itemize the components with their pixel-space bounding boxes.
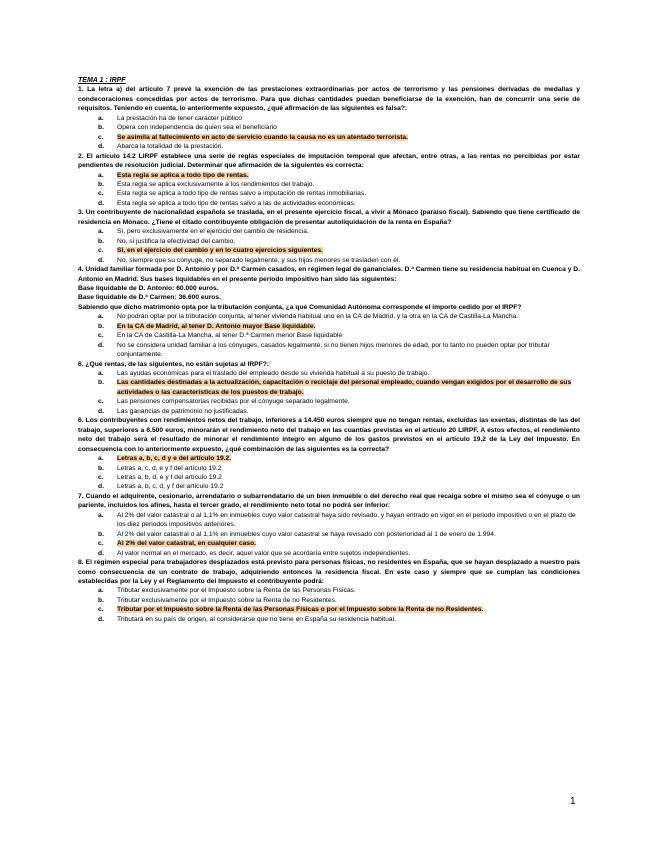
answer-option bbox=[78, 180, 580, 189]
option-text: No, si justifica la efectividad del cambio. bbox=[117, 237, 236, 245]
option-text-container bbox=[117, 549, 580, 558]
highlighted-answer-option bbox=[78, 322, 580, 331]
option-text-container bbox=[117, 123, 580, 132]
option-text: Tributará en su país de origen, al considerarse que no tiene en España su residencia habitual. bbox=[117, 615, 396, 623]
option-text: Se asimila al fallecimiento en acto de servicio cuando la causa no es un atentado terrorista. bbox=[117, 133, 409, 141]
answer-option bbox=[78, 199, 580, 208]
option-text: Las ayudas económicas para el traslado del empleado desde su vivienda habitual a su puesto de trabajo. bbox=[117, 370, 430, 378]
option-text: Al valor normal en el mercado, es decir, aquel valor que se acordaría entre sujetos independientes. bbox=[117, 549, 411, 557]
answer-option bbox=[78, 123, 580, 132]
answer-option bbox=[78, 114, 580, 123]
answer-option bbox=[78, 511, 580, 530]
option-text: Letras a, b, c, d y e del artículo 19.2. bbox=[117, 455, 232, 463]
option-letter: c. bbox=[98, 398, 104, 406]
option-letter: b. bbox=[98, 124, 104, 132]
option-letter: b. bbox=[98, 379, 104, 387]
option-letter: a. bbox=[98, 455, 104, 463]
answer-option bbox=[78, 473, 580, 482]
answer-option bbox=[78, 464, 580, 473]
question-text: 4. Unidad familiar formada por D. Antonio y por D.ª Carmen casados, en régimen legal de gananciales. D.ª Carmen tiene su residencia habitual en Cuenca y D. Antonio en Madrid. Sus bases liquidables en el presente periodo impositivo han sido las siguientes: bbox=[78, 266, 580, 283]
question-text: 1. La letra a) del artículo 7 prevé la exención de las prestaciones extraordinarias por actos de terrorismo y las pensiones derivadas de medallas y condecoraciones concedidas por actos de terrorismo. Para que dichas cantidades puedan beneficiarse de la exención, han de concurrir una serie de requisitos. Teniendo en cuenta, lo anteriormente expuesto, ¿qué afirmación de las siguientes es falsa?: bbox=[78, 86, 580, 113]
option-letter: c. bbox=[98, 540, 104, 548]
option-letter: a. bbox=[98, 587, 104, 595]
highlighted-answer-option bbox=[78, 246, 580, 255]
option-text-container bbox=[117, 378, 580, 397]
highlighted-answer-option bbox=[78, 454, 580, 463]
option-text-container bbox=[117, 482, 580, 491]
option-letter: a. bbox=[98, 313, 104, 321]
answer-option bbox=[78, 142, 580, 151]
option-letter: a. bbox=[98, 171, 104, 179]
question-text: 3. Un contribuyente de nacionalidad española se traslada, en el presente ejercicio fiscal, a vivir a Mónaco (paraíso fiscal). Sabiendo que tiene certificado de residencia en Mónaco. ¿Tiene el citado contribuyente obligación de presentar autoliquidación de la renta en España? bbox=[78, 209, 580, 226]
answer-option bbox=[78, 341, 580, 360]
question-text: 8. El régimen especial para trabajadores desplazados está previsto para personas físicas, no residentes en España, que se hayan desplazado a nuestro país como consecuencia de un contrato de trabajo, adquiriendo entonces la residencia fiscal. En este caso y siempre que se cumplan las condiciones establecidas por la Ley y el Reglamento del Impuesto el contribuyente podrá: bbox=[78, 559, 580, 585]
option-text-container bbox=[117, 341, 580, 360]
option-text: No se considera unidad familiar a los cónyuges, casados legalmente, si no tienen hijos menores de edad, por lo tanto no pueden optar por tributar conjuntamente. bbox=[117, 341, 550, 359]
option-text: Abarca la totalidad de la prestación. bbox=[117, 143, 224, 151]
answer-option bbox=[78, 407, 580, 416]
option-text: Sí, pero exclusivamente en el ejercicio del cambio de residencia. bbox=[117, 228, 309, 236]
option-letter: b. bbox=[98, 322, 104, 330]
option-text-container bbox=[117, 586, 580, 595]
option-text: Letras a, b, c, d, y f del artículo 19.2 bbox=[117, 483, 224, 491]
option-text-container bbox=[117, 171, 580, 180]
option-letter: a. bbox=[98, 370, 104, 378]
answer-option bbox=[78, 596, 580, 605]
option-text: Letras a, c, d, e y f del artículo 19.2 bbox=[117, 464, 222, 472]
option-letter: c. bbox=[98, 190, 104, 198]
option-text-container bbox=[117, 246, 580, 255]
option-text-container bbox=[117, 539, 580, 548]
option-text: Las ganancias de patrimonio no justificadas. bbox=[117, 407, 249, 415]
answer-option bbox=[78, 189, 580, 198]
option-text-container bbox=[117, 312, 580, 321]
answer-option bbox=[78, 331, 580, 340]
question-text: 2. El artículo 14.2 LIRPF establece una serie de reglas especiales de imputación temporal que afectan, entre otras, a las rentas no percibidas por estar pendientes de resolución judicial. Determinar qué afirmación de la siguientes es correcta: bbox=[78, 152, 580, 170]
option-text-container bbox=[117, 605, 580, 614]
option-text: En la CA de Castilla-La Mancha, al tener D.ª Carmen menor Base liquidable bbox=[117, 332, 343, 340]
answer-option bbox=[78, 586, 580, 595]
data-line: Base liquidable de D.ª Carmen: 36.600 euros. bbox=[78, 294, 221, 302]
option-text: Esta regla se aplica a todo tipo de rentas salvo a las de actividades económicas. bbox=[117, 199, 356, 207]
option-letter: d. bbox=[98, 199, 104, 207]
option-text: Las cantidades destinadas a la actualización, capacitación o reciclaje del personal empleado, cuando vengan exigidos por el desarrollo de sus actividades o las características de los puestos de trabajo. bbox=[117, 379, 572, 396]
option-text: Tributar exclusivamente por el Impuesto sobre la Renta de no Residentes. bbox=[117, 596, 337, 604]
option-text-container bbox=[117, 114, 580, 123]
option-text: Esta regla se aplica exclusivamente a los rendimientos del trabajo. bbox=[117, 180, 315, 188]
question-text: Sabiendo que dicho matrimonio opta por la tributación conjunta, ¿a qué Comunidad Autónoma corresponde el importe cedido por el IRPF? bbox=[78, 303, 522, 311]
option-text: Al 2% del valor catastral o al 1,1% en inmuebles cuyo valor catastral se haya revisado con posterioridad al 1 de enero de 1.994. bbox=[117, 530, 496, 538]
option-letter: b. bbox=[98, 464, 104, 472]
option-letter: b. bbox=[98, 530, 104, 538]
highlighted-answer-option bbox=[78, 605, 580, 614]
answer-option bbox=[78, 397, 580, 406]
option-text: No podrán optar por la tributación conjunta, al tener vivienda habitual uno en la CA de Madrid, y la otra en la CA de Castilla-La Mancha. bbox=[117, 313, 519, 321]
answer-option bbox=[78, 312, 580, 321]
option-letter: b. bbox=[98, 596, 104, 604]
option-text-container bbox=[117, 189, 580, 198]
answer-option bbox=[78, 237, 580, 246]
answer-option bbox=[78, 530, 580, 539]
option-text: Esta regla se aplica a todo tipo de rentas salvo a imputación de rentas inmobiliarias. bbox=[117, 190, 367, 198]
option-text: Tributar exclusivamente por el Impuesto sobre la Renta de las Personas Físicas. bbox=[117, 587, 356, 595]
option-text-container bbox=[117, 530, 580, 539]
option-letter: c. bbox=[98, 133, 104, 141]
option-text: Las pensiones compensatorias recibidas por el cónyuge separado legalmente. bbox=[117, 398, 350, 406]
answer-option bbox=[78, 615, 580, 624]
option-letter: d. bbox=[98, 407, 104, 415]
option-text-container bbox=[117, 199, 580, 208]
option-text: Letras a, b, d, e y f del artículo 19.2 bbox=[117, 474, 222, 482]
option-text: En la CA de Madrid, al tener D. Antonio mayor Base liquidable. bbox=[117, 322, 316, 330]
option-letter: d. bbox=[98, 615, 104, 623]
option-text: Al 2% del valor catastral o al 1,1% en inmuebles cuyo valor catastral haya sido revisado, y hayan entrado en vigor en el periodo impositivo o en el plazo de los diez periodos impositivos anteriores. bbox=[117, 511, 576, 529]
option-text: La prestación ha de tener carácter público bbox=[117, 114, 242, 122]
option-letter: c. bbox=[98, 247, 104, 255]
option-text-container bbox=[117, 596, 580, 605]
option-text-container bbox=[117, 397, 580, 406]
option-letter: d. bbox=[98, 256, 104, 264]
data-line: Base liquidable de D. Antonio: 60.000 euros. bbox=[78, 284, 219, 292]
option-letter: c. bbox=[98, 606, 104, 614]
answer-option bbox=[78, 482, 580, 491]
answer-option bbox=[78, 369, 580, 378]
highlighted-answer-option bbox=[78, 539, 580, 548]
document-content bbox=[78, 76, 580, 624]
option-text-container bbox=[117, 511, 580, 530]
option-text-container bbox=[117, 142, 580, 151]
page-number: 1 bbox=[570, 796, 576, 807]
option-letter: c. bbox=[98, 474, 104, 482]
option-letter: c. bbox=[98, 332, 104, 340]
option-text-container bbox=[117, 237, 580, 246]
question-text: 6. Los contribuyentes con rendimientos netos del trabajo, inferiores a 14.450 euros siempre que no tengan rentas, excluidas las exentas, distintas de las del trabajo, superiores a 6.500 euros, minorarán el rendimiento neto del trabajo en las cuantías previstas en el artículo 20 LIRPF. A estos efectos, el rendimiento neto del trabajo será el resultado de minorar el rendimiento íntegro en alguno de los gastos previstos en el artículo 19.2 de la Ley del Impuesto. En consecuencia con lo anteriormente expuesto, ¿qué combinación de las siguientes es la correcta? bbox=[78, 417, 580, 453]
option-letter: b. bbox=[98, 180, 104, 188]
option-letter: a. bbox=[98, 511, 104, 519]
option-letter: d. bbox=[98, 483, 104, 491]
option-text-container bbox=[117, 331, 580, 340]
option-text: Esta regla se aplica a todo tipo de rentas. bbox=[117, 171, 249, 179]
option-text-container bbox=[117, 322, 580, 331]
option-text-container bbox=[117, 454, 580, 463]
highlighted-answer-option bbox=[78, 133, 580, 142]
question-text: 6. ¿Qué rentas, de las siguientes, no están sujetas al IRPF?: bbox=[78, 360, 270, 368]
option-text: Opera con independencia de quien sea el beneficiario bbox=[117, 124, 277, 132]
highlighted-answer-option bbox=[78, 378, 580, 397]
option-text-container bbox=[117, 227, 580, 236]
option-text-container bbox=[117, 369, 580, 378]
option-text-container bbox=[117, 473, 580, 482]
option-text-container bbox=[117, 464, 580, 473]
document-title: TEMA 1 : IRPF bbox=[78, 77, 126, 84]
option-letter: d. bbox=[98, 143, 104, 151]
answer-option bbox=[78, 256, 580, 265]
option-text-container bbox=[117, 615, 580, 624]
option-text-container bbox=[117, 133, 580, 142]
answer-option bbox=[78, 549, 580, 558]
highlighted-answer-option bbox=[78, 171, 580, 180]
option-letter: a. bbox=[98, 114, 104, 122]
option-letter: a. bbox=[98, 228, 104, 236]
option-text: Sí, en el ejercicio del cambio y en lo cuatro ejercicios siguientes. bbox=[117, 247, 323, 255]
option-letter: d. bbox=[98, 341, 104, 349]
option-text-container bbox=[117, 256, 580, 265]
option-text-container bbox=[117, 407, 580, 416]
option-text: Al 2% del valor catastral, en cualquier caso. bbox=[117, 540, 257, 548]
question-text: 7. Cuando el adquirente, cesionario, arrendatario o subarrendatario de un bien inmueble o del derecho real que recaiga sobre el mismo sea el cónyuge o un pariente, incluidos los afines, hasta el tercer grado, el rendimiento neto total no podrá ser inferior: bbox=[78, 492, 580, 510]
option-text: Tributar por el Impuesto sobre la Renta de las Personas Físicas o por el Impuesto sobre la Renta de no Residentes. bbox=[117, 606, 484, 614]
option-text: No, siempre que su cónyuge, no separado legalmente, y sus hijos menores se trasladen con él. bbox=[117, 256, 401, 264]
option-letter: d. bbox=[98, 549, 104, 557]
option-letter: b. bbox=[98, 237, 104, 245]
option-text-container bbox=[117, 180, 580, 189]
answer-option bbox=[78, 227, 580, 236]
